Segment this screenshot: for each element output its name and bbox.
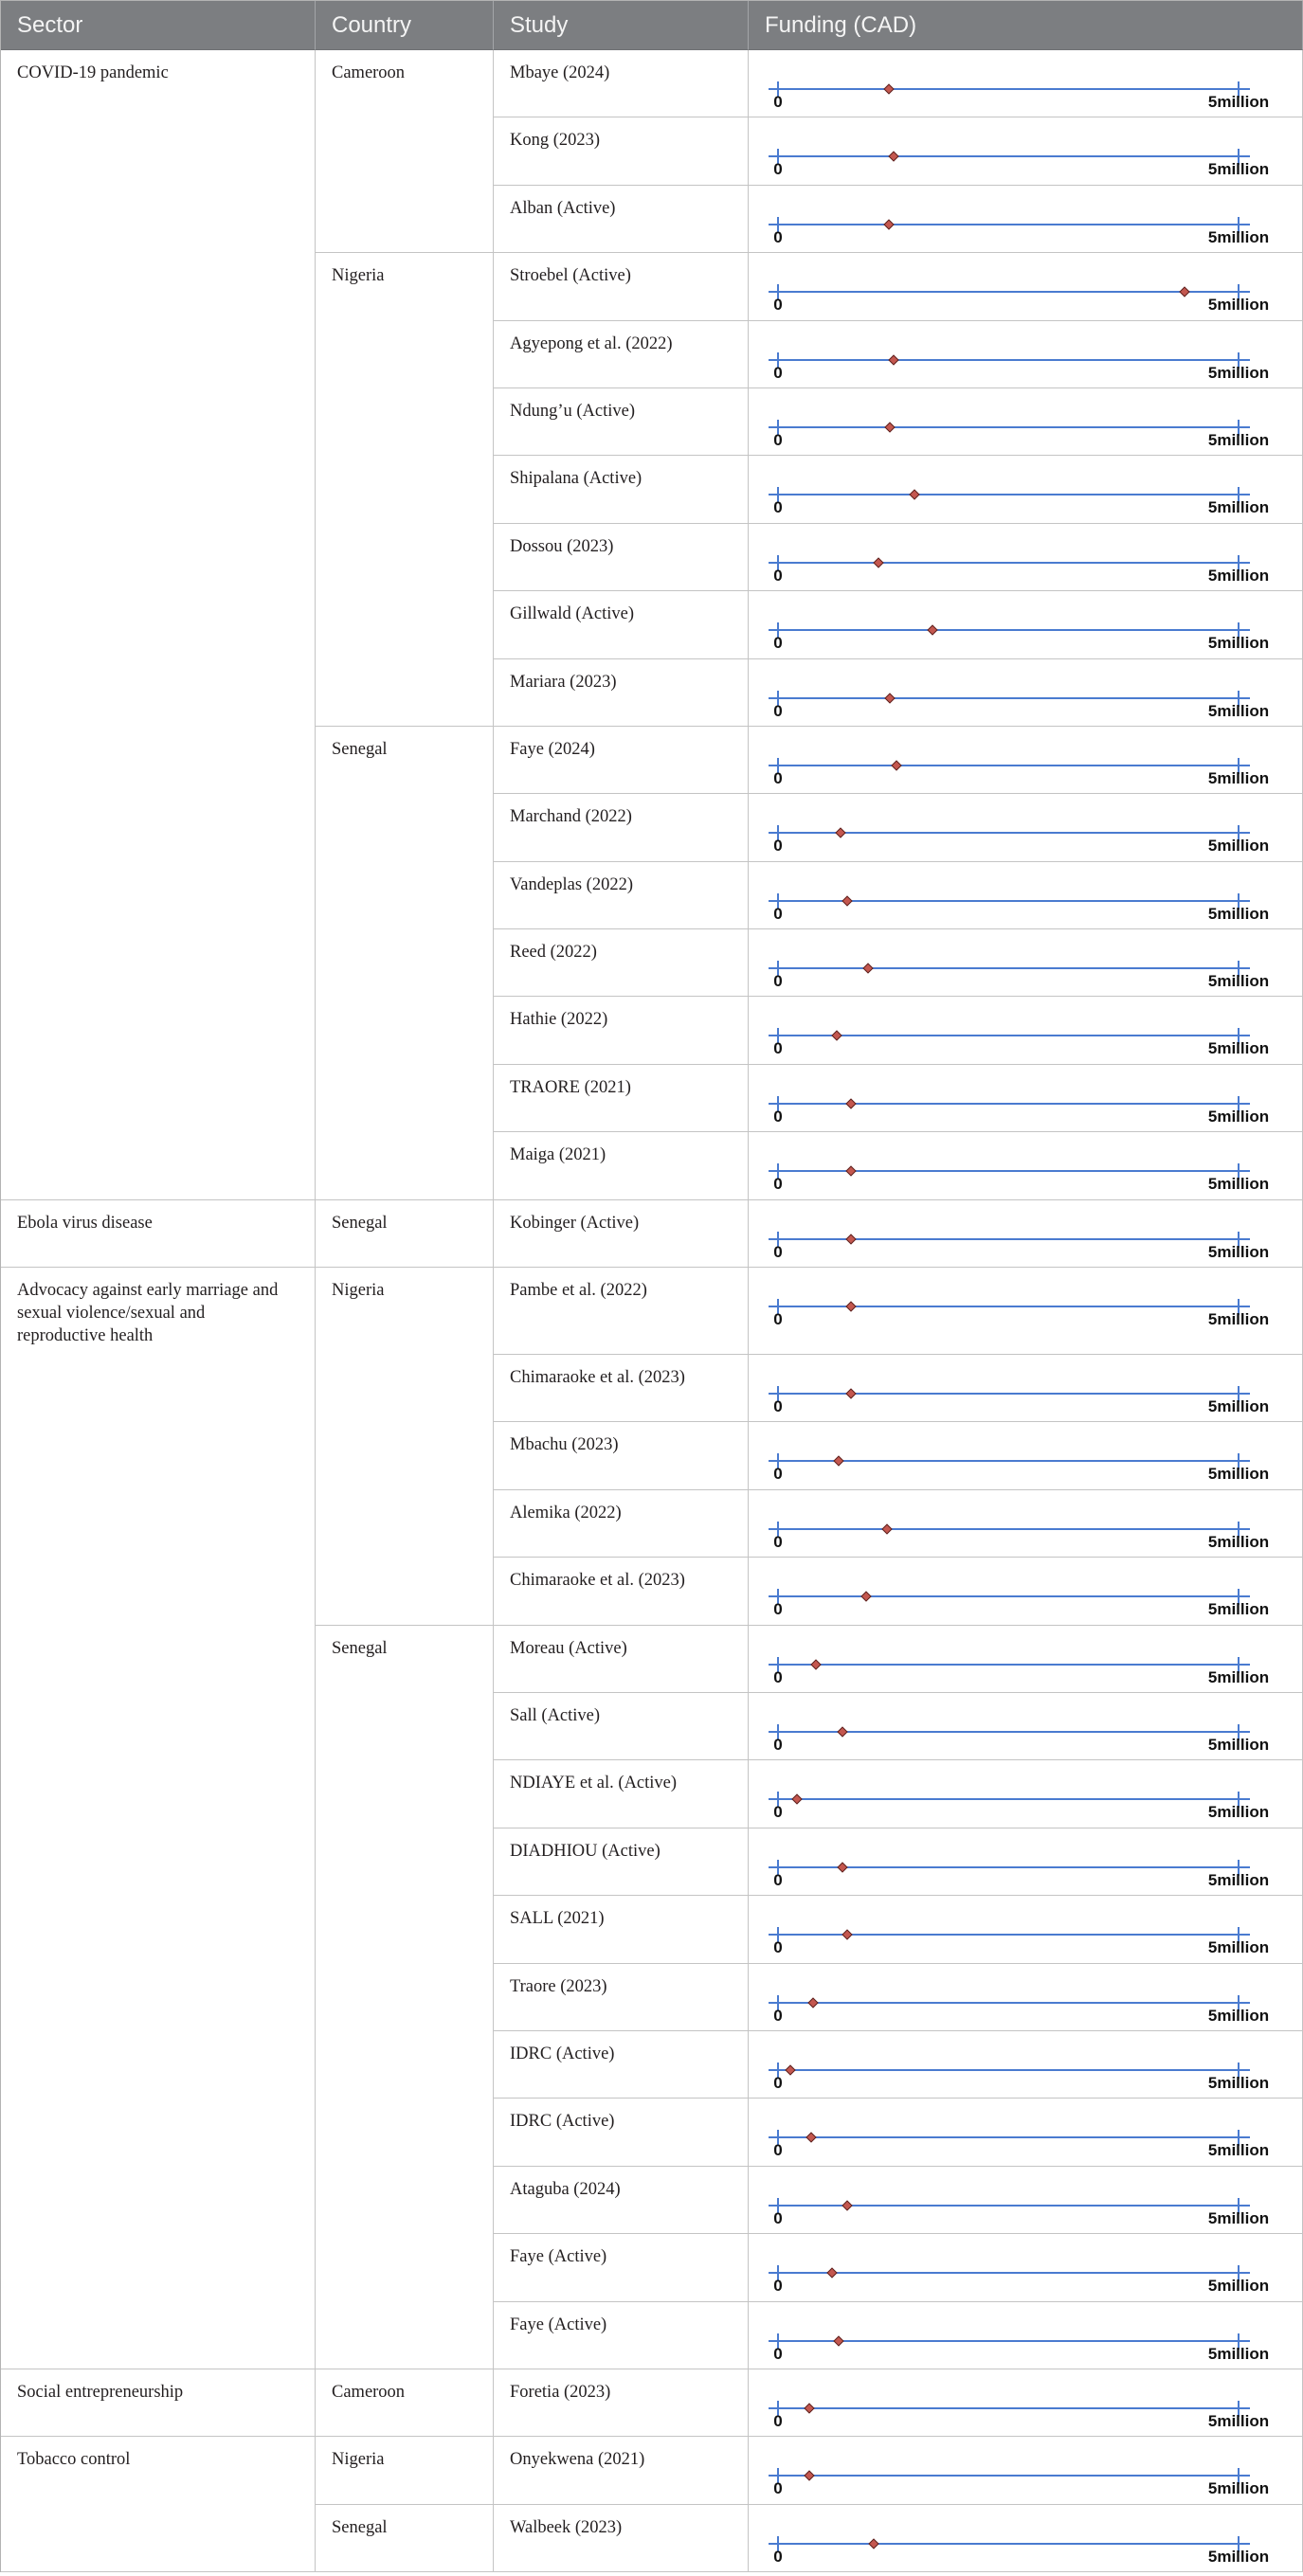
axis-label-max: 5million <box>1207 2277 1270 2296</box>
funding-marker <box>804 2403 814 2413</box>
study-cell: Walbeek (2023) <box>494 2505 749 2572</box>
axis-label-max: 5million <box>1207 1175 1270 1194</box>
funding-cell <box>749 50 1303 117</box>
funding-cell <box>749 862 1303 929</box>
funding-cell <box>749 456 1303 523</box>
axis-label-min: 0 <box>773 2277 783 2296</box>
axis-label-max: 5million <box>1207 1600 1270 1619</box>
funding-marker <box>909 490 919 500</box>
country-cell: Nigeria <box>316 2437 494 2504</box>
study-cell: Sall (Active) <box>494 1693 749 1760</box>
funding-marker <box>835 828 845 838</box>
axis-line <box>769 1238 1250 1240</box>
funding-marker <box>842 1929 852 1939</box>
funding-marker <box>804 2471 814 2481</box>
axis-label-min: 0 <box>773 1242 783 1261</box>
axis-label-max: 5million <box>1207 227 1270 246</box>
country-cell: Senegal <box>316 2505 494 2572</box>
funding-cell <box>749 1422 1303 1489</box>
funding-cell <box>749 388 1303 456</box>
axis-label-min: 0 <box>773 1735 783 1754</box>
axis-line <box>769 1306 1250 1307</box>
funding-cell <box>749 2302 1303 2369</box>
axis-line <box>769 765 1250 766</box>
funding-marker <box>873 557 883 567</box>
axis-label-max: 5million <box>1207 2006 1270 2025</box>
axis-line <box>769 967 1250 969</box>
study-cell: Hathie (2022) <box>494 997 749 1064</box>
axis-label-max: 5million <box>1207 498 1270 517</box>
funding-cell <box>749 727 1303 794</box>
axis-label-min: 0 <box>773 430 783 449</box>
axis-line <box>769 697 1250 699</box>
funding-marker <box>832 1031 842 1041</box>
funding-cell <box>749 1828 1303 1896</box>
country-cell: Cameroon <box>316 50 494 253</box>
axis-label-min: 0 <box>773 701 783 720</box>
axis-label-min: 0 <box>773 2479 783 2498</box>
study-cell: TRAORE (2021) <box>494 1065 749 1132</box>
axis-label-min: 0 <box>773 904 783 923</box>
funding-marker <box>888 354 898 365</box>
funding-marker <box>837 1862 847 1872</box>
axis-label-max: 5million <box>1207 1107 1270 1126</box>
axis-line <box>769 1103 1250 1105</box>
country-cell: Senegal <box>316 1200 494 1268</box>
axis-label-max: 5million <box>1207 93 1270 111</box>
funding-marker <box>883 83 894 94</box>
axis-label-max: 5million <box>1207 296 1270 315</box>
axis-label-min: 0 <box>773 2073 783 2092</box>
funding-cell <box>749 1896 1303 1963</box>
axis-line <box>769 2272 1250 2274</box>
study-cell: Ataguba (2024) <box>494 2167 749 2234</box>
axis-label-max: 5million <box>1207 1465 1270 1484</box>
sector-cell: Ebola virus disease <box>1 1200 316 1268</box>
funding-cell <box>749 524 1303 591</box>
axis-label-min: 0 <box>773 227 783 246</box>
axis-label-min: 0 <box>773 160 783 179</box>
funding-cell <box>749 2031 1303 2099</box>
country-cell: Nigeria <box>316 253 494 727</box>
axis-label-max: 5million <box>1207 701 1270 720</box>
funding-cell <box>749 659 1303 727</box>
study-cell: SALL (2021) <box>494 1896 749 1963</box>
study-cell: Faye (2024) <box>494 727 749 794</box>
axis-label-min: 0 <box>773 1667 783 1686</box>
funding-cell <box>749 591 1303 658</box>
sector-cell: Social entrepreneurship <box>1 2369 316 2437</box>
funding-marker <box>805 2133 816 2143</box>
funding-marker <box>928 624 938 635</box>
funding-cell <box>749 2505 1303 2572</box>
funding-cell <box>749 1558 1303 1625</box>
funding-cell <box>749 117 1303 185</box>
funding-cell <box>749 186 1303 253</box>
funding-cell <box>749 1200 1303 1268</box>
funding-cell <box>749 2369 1303 2437</box>
axis-label-min: 0 <box>773 1039 783 1058</box>
funding-marker <box>863 963 874 973</box>
axis-label-max: 5million <box>1207 2141 1270 2160</box>
axis-label-max: 5million <box>1207 2344 1270 2363</box>
axis-label-max: 5million <box>1207 2547 1270 2566</box>
study-cell: Alemika (2022) <box>494 1490 749 1558</box>
study-cell: Traore (2023) <box>494 1964 749 2031</box>
axis-line <box>769 1170 1250 1172</box>
country-cell: Senegal <box>316 1626 494 2369</box>
study-cell: Stroebel (Active) <box>494 253 749 320</box>
study-cell: Mbachu (2023) <box>494 1422 749 1489</box>
study-cell: Agyepong et al. (2022) <box>494 321 749 388</box>
axis-label-min: 0 <box>773 1938 783 1957</box>
study-cell: Ndung’u (Active) <box>494 388 749 456</box>
funding-cell <box>749 997 1303 1064</box>
axis-line <box>769 1528 1250 1530</box>
axis-label-max: 5million <box>1207 1870 1270 1889</box>
study-cell: Faye (Active) <box>494 2302 749 2369</box>
study-cell: IDRC (Active) <box>494 2031 749 2099</box>
axis-label-max: 5million <box>1207 160 1270 179</box>
axis-label-max: 5million <box>1207 2073 1270 2092</box>
axis-line <box>769 155 1250 157</box>
study-cell: Kobinger (Active) <box>494 1200 749 1268</box>
header-cell-country: Country <box>316 1 494 50</box>
study-cell: DIADHIOU (Active) <box>494 1828 749 1896</box>
funding-marker <box>842 2200 852 2210</box>
axis-label-min: 0 <box>773 2006 783 2025</box>
axis-label-min: 0 <box>773 2141 783 2160</box>
funding-cell <box>749 1268 1303 1355</box>
axis-label-max: 5million <box>1207 837 1270 856</box>
study-cell: Pambe et al. (2022) <box>494 1268 749 1355</box>
axis-line <box>769 291 1250 293</box>
funding-cell <box>749 1132 1303 1199</box>
axis-line <box>769 2002 1250 2004</box>
axis-label-min: 0 <box>773 2547 783 2566</box>
axis-label-min: 0 <box>773 1870 783 1889</box>
axis-line <box>769 629 1250 631</box>
funding-marker <box>837 1726 847 1737</box>
axis-line <box>769 562 1250 564</box>
funding-cell <box>749 794 1303 861</box>
study-cell: Moreau (Active) <box>494 1626 749 1693</box>
funding-cell <box>749 321 1303 388</box>
funding-marker <box>884 693 895 703</box>
axis-label-min: 0 <box>773 566 783 585</box>
axis-label-min: 0 <box>773 1175 783 1194</box>
study-cell: Shipalana (Active) <box>494 456 749 523</box>
axis-line <box>769 1798 1250 1800</box>
country-cell: Nigeria <box>316 1268 494 1626</box>
sector-cell: Advocacy against early marriage and sexual violence/sexual and reproductive health <box>1 1268 316 2369</box>
axis-label-max: 5million <box>1207 1242 1270 1261</box>
axis-label-min: 0 <box>773 1107 783 1126</box>
study-cell: Alban (Active) <box>494 186 749 253</box>
funding-marker <box>884 422 895 432</box>
study-cell: Kong (2023) <box>494 117 749 185</box>
funding-marker <box>845 1388 856 1398</box>
axis-label-min: 0 <box>773 363 783 382</box>
axis-line <box>769 2475 1250 2477</box>
study-cell: Gillwald (Active) <box>494 591 749 658</box>
axis-label-max: 5million <box>1207 566 1270 585</box>
sector-cell: COVID-19 pandemic <box>1 50 316 1200</box>
axis-label-max: 5million <box>1207 904 1270 923</box>
funding-cell <box>749 1693 1303 1760</box>
axis-line <box>769 359 1250 361</box>
sector-cell: Tobacco control <box>1 2437 316 2572</box>
study-cell: Foretia (2023) <box>494 2369 749 2437</box>
axis-label-min: 0 <box>773 2411 783 2430</box>
axis-label-max: 5million <box>1207 1039 1270 1058</box>
axis-label-min: 0 <box>773 1397 783 1416</box>
axis-line <box>769 2069 1250 2071</box>
axis-label-max: 5million <box>1207 1310 1270 1329</box>
axis-line <box>769 2407 1250 2409</box>
funding-marker <box>845 1234 856 1244</box>
funding-marker <box>827 2267 838 2278</box>
funding-marker <box>785 2064 795 2075</box>
funding-marker <box>881 1523 892 1534</box>
funding-marker <box>868 2538 878 2549</box>
country-cell: Cameroon <box>316 2369 494 2437</box>
study-cell: Chimaraoke et al. (2023) <box>494 1355 749 1422</box>
axis-line <box>769 88 1250 90</box>
axis-label-min: 0 <box>773 837 783 856</box>
country-cell: Senegal <box>316 727 494 1200</box>
funding-cell <box>749 2167 1303 2234</box>
header-cell-study: Study <box>494 1 749 50</box>
funding-marker <box>883 219 894 229</box>
funding-marker <box>861 1592 872 1602</box>
axis-label-min: 0 <box>773 1465 783 1484</box>
study-cell: Reed (2022) <box>494 929 749 997</box>
axis-label-max: 5million <box>1207 2479 1270 2498</box>
funding-marker <box>845 1166 856 1177</box>
axis-label-max: 5million <box>1207 363 1270 382</box>
axis-label-min: 0 <box>773 1532 783 1551</box>
study-cell: NDIAYE et al. (Active) <box>494 1760 749 1828</box>
funding-cell <box>749 1065 1303 1132</box>
funding-marker <box>845 1301 856 1311</box>
funding-marker <box>888 152 898 162</box>
study-cell: Mariara (2023) <box>494 659 749 727</box>
funding-marker <box>833 2335 843 2346</box>
axis-line <box>769 1393 1250 1395</box>
study-cell: Onyekwena (2021) <box>494 2437 749 2504</box>
axis-line <box>769 494 1250 495</box>
axis-label-min: 0 <box>773 1600 783 1619</box>
study-cell: IDRC (Active) <box>494 2099 749 2166</box>
axis-line <box>769 1664 1250 1666</box>
funding-marker <box>833 1456 843 1467</box>
funding-marker <box>845 1098 856 1108</box>
funding-cell <box>749 1355 1303 1422</box>
funding-cell <box>749 1964 1303 2031</box>
axis-label-max: 5million <box>1207 430 1270 449</box>
study-cell: Faye (Active) <box>494 2234 749 2301</box>
axis-label-min: 0 <box>773 972 783 991</box>
study-cell: Dossou (2023) <box>494 524 749 591</box>
axis-label-max: 5million <box>1207 972 1270 991</box>
funding-cell <box>749 1626 1303 1693</box>
axis-label-max: 5million <box>1207 2208 1270 2227</box>
funding-cell <box>749 2234 1303 2301</box>
funding-cell <box>749 2099 1303 2166</box>
axis-label-max: 5million <box>1207 1397 1270 1416</box>
study-cell: Mbaye (2024) <box>494 50 749 117</box>
axis-label-min: 0 <box>773 498 783 517</box>
axis-line <box>769 224 1250 225</box>
funding-marker <box>792 1794 803 1805</box>
axis-label-min: 0 <box>773 634 783 653</box>
axis-label-max: 5million <box>1207 1532 1270 1551</box>
funding-marker <box>1179 287 1189 297</box>
axis-label-max: 5million <box>1207 1735 1270 1754</box>
funding-marker <box>810 1659 821 1669</box>
funding-marker <box>807 1997 818 2008</box>
axis-label-min: 0 <box>773 1310 783 1329</box>
study-cell: Maiga (2021) <box>494 1132 749 1199</box>
axis-label-min: 0 <box>773 296 783 315</box>
study-cell: Vandeplas (2022) <box>494 862 749 929</box>
study-cell: Marchand (2022) <box>494 794 749 861</box>
axis-label-min: 0 <box>773 93 783 111</box>
funding-marker <box>892 760 902 770</box>
funding-cell <box>749 2437 1303 2504</box>
axis-line <box>769 426 1250 428</box>
axis-line <box>769 1595 1250 1597</box>
header-cell-funding: Funding (CAD) <box>749 1 1303 50</box>
axis-label-max: 5million <box>1207 2411 1270 2430</box>
header-cell-sector: Sector <box>1 1 316 50</box>
axis-label-max: 5million <box>1207 634 1270 653</box>
axis-label-max: 5million <box>1207 1938 1270 1957</box>
axis-label-min: 0 <box>773 2344 783 2363</box>
axis-label-min: 0 <box>773 1803 783 1822</box>
axis-line <box>769 2543 1250 2545</box>
axis-label-max: 5million <box>1207 768 1270 787</box>
study-cell: Chimaraoke et al. (2023) <box>494 1558 749 1625</box>
axis-label-max: 5million <box>1207 1667 1270 1686</box>
funding-marker <box>842 895 852 906</box>
axis-label-min: 0 <box>773 768 783 787</box>
funding-cell <box>749 1760 1303 1828</box>
axis-line <box>769 2136 1250 2138</box>
funding-cell <box>749 929 1303 997</box>
axis-label-max: 5million <box>1207 1803 1270 1822</box>
funding-cell <box>749 253 1303 320</box>
axis-label-min: 0 <box>773 2208 783 2227</box>
funding-cell <box>749 1490 1303 1558</box>
